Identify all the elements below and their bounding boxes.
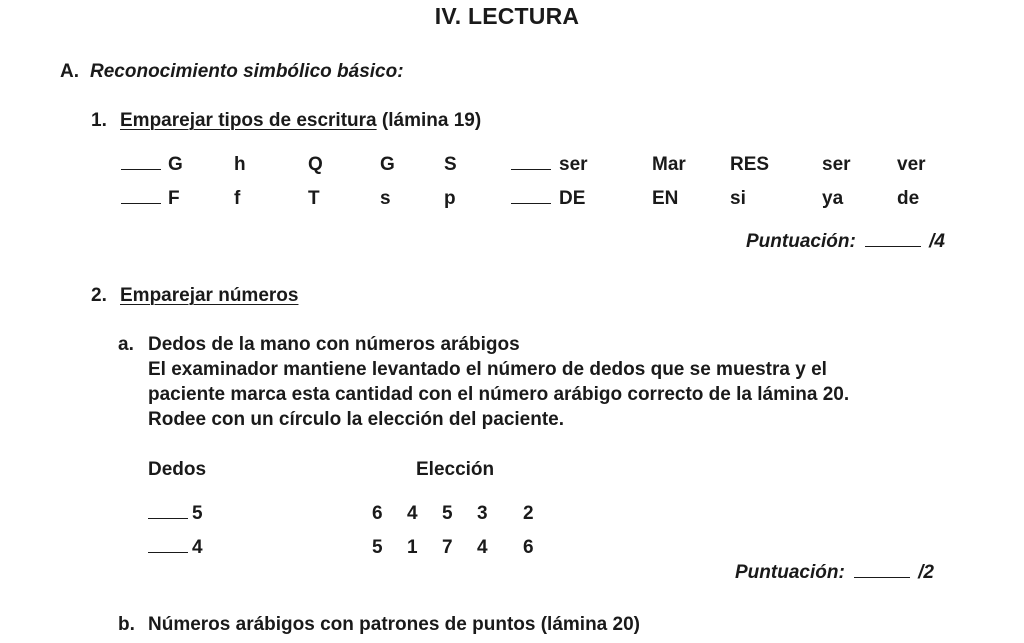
letter-cell: s [380, 188, 391, 209]
dedos-row [148, 503, 203, 525]
instruction-line: paciente marca esta cantidad con el número arábigo correcto de la lámina 20. [148, 384, 850, 405]
item1-heading [120, 110, 481, 132]
instruction-line: El examinador mantiene levantado el número de dedos que se muestra y el [148, 359, 827, 380]
score-blank[interactable] [854, 577, 910, 578]
choice-option[interactable]: 3 [477, 503, 488, 524]
choice-option[interactable]: 1 [407, 537, 418, 558]
sub-b-title: Números arábigos con patrones de puntos (lámina 20) [148, 614, 640, 635]
col-dedos: Dedos [148, 459, 207, 480]
score-blank[interactable] [865, 246, 921, 247]
letter-cell: f [234, 188, 241, 209]
letter-cell: G [380, 154, 395, 175]
section-a-label: A. [60, 61, 79, 82]
choice-option[interactable]: 5 [372, 537, 383, 558]
score-max: /4 [929, 231, 945, 252]
instruction-line: Rodee con un círculo la elección del paciente. [148, 409, 565, 430]
letter-cell: G [168, 154, 183, 175]
dedos-value: 5 [192, 503, 203, 524]
item2-number: 2. [91, 285, 107, 306]
answer-blank[interactable] [148, 552, 188, 553]
choice-option[interactable]: 2 [523, 503, 534, 524]
item1-number: 1. [91, 110, 107, 131]
word-cell: ser [822, 154, 851, 175]
word-cell: DE [559, 188, 586, 209]
letter-cell: h [234, 154, 246, 175]
sub-a-score [735, 562, 934, 584]
sub-a-title: Dedos de la mano con números arábigos [148, 334, 520, 355]
letter-cell: Q [308, 154, 323, 175]
word-cell: Mar [652, 154, 686, 175]
choice-option[interactable]: 5 [442, 503, 453, 524]
item2-title: Emparejar números [120, 285, 299, 306]
dedos-row [148, 537, 203, 559]
choice-option[interactable]: 7 [442, 537, 453, 558]
col-eleccion: Elección [416, 459, 495, 480]
word-cell: ver [897, 154, 926, 175]
word-cell: si [730, 188, 746, 209]
score-label: Puntuación: [746, 231, 856, 252]
word-cell: RES [730, 154, 770, 175]
letter-cell: T [308, 188, 320, 209]
answer-blank-row2-right[interactable] [511, 188, 555, 210]
item1-score [746, 231, 945, 253]
choice-option[interactable]: 6 [372, 503, 383, 524]
answer-blank-row1-left[interactable] [121, 154, 165, 176]
answer-blank-row2-left[interactable] [121, 188, 165, 210]
answer-blank-row1-right[interactable] [511, 154, 555, 176]
item1-suffix: (lámina 19) [381, 110, 482, 131]
page-title: IV. LECTURA [434, 3, 580, 29]
letter-cell: p [444, 188, 456, 209]
answer-blank[interactable] [148, 518, 188, 519]
letter-cell: F [168, 188, 180, 209]
dedos-value: 4 [192, 537, 203, 558]
section-a-title: Reconocimiento simbólico básico: [90, 61, 404, 82]
word-cell: ser [559, 154, 588, 175]
sub-b-label: b. [118, 614, 135, 635]
sub-a-label: a. [118, 334, 134, 355]
choice-option[interactable]: 6 [523, 537, 534, 558]
word-cell: EN [652, 188, 679, 209]
choice-option[interactable]: 4 [477, 537, 488, 558]
score-label: Puntuación: [735, 562, 845, 583]
word-cell: de [897, 188, 920, 209]
choice-option[interactable]: 4 [407, 503, 418, 524]
letter-cell: S [444, 154, 457, 175]
word-cell: ya [822, 188, 844, 209]
item1-title: Emparejar tipos de escritura [120, 110, 377, 131]
score-max: /2 [918, 562, 934, 583]
